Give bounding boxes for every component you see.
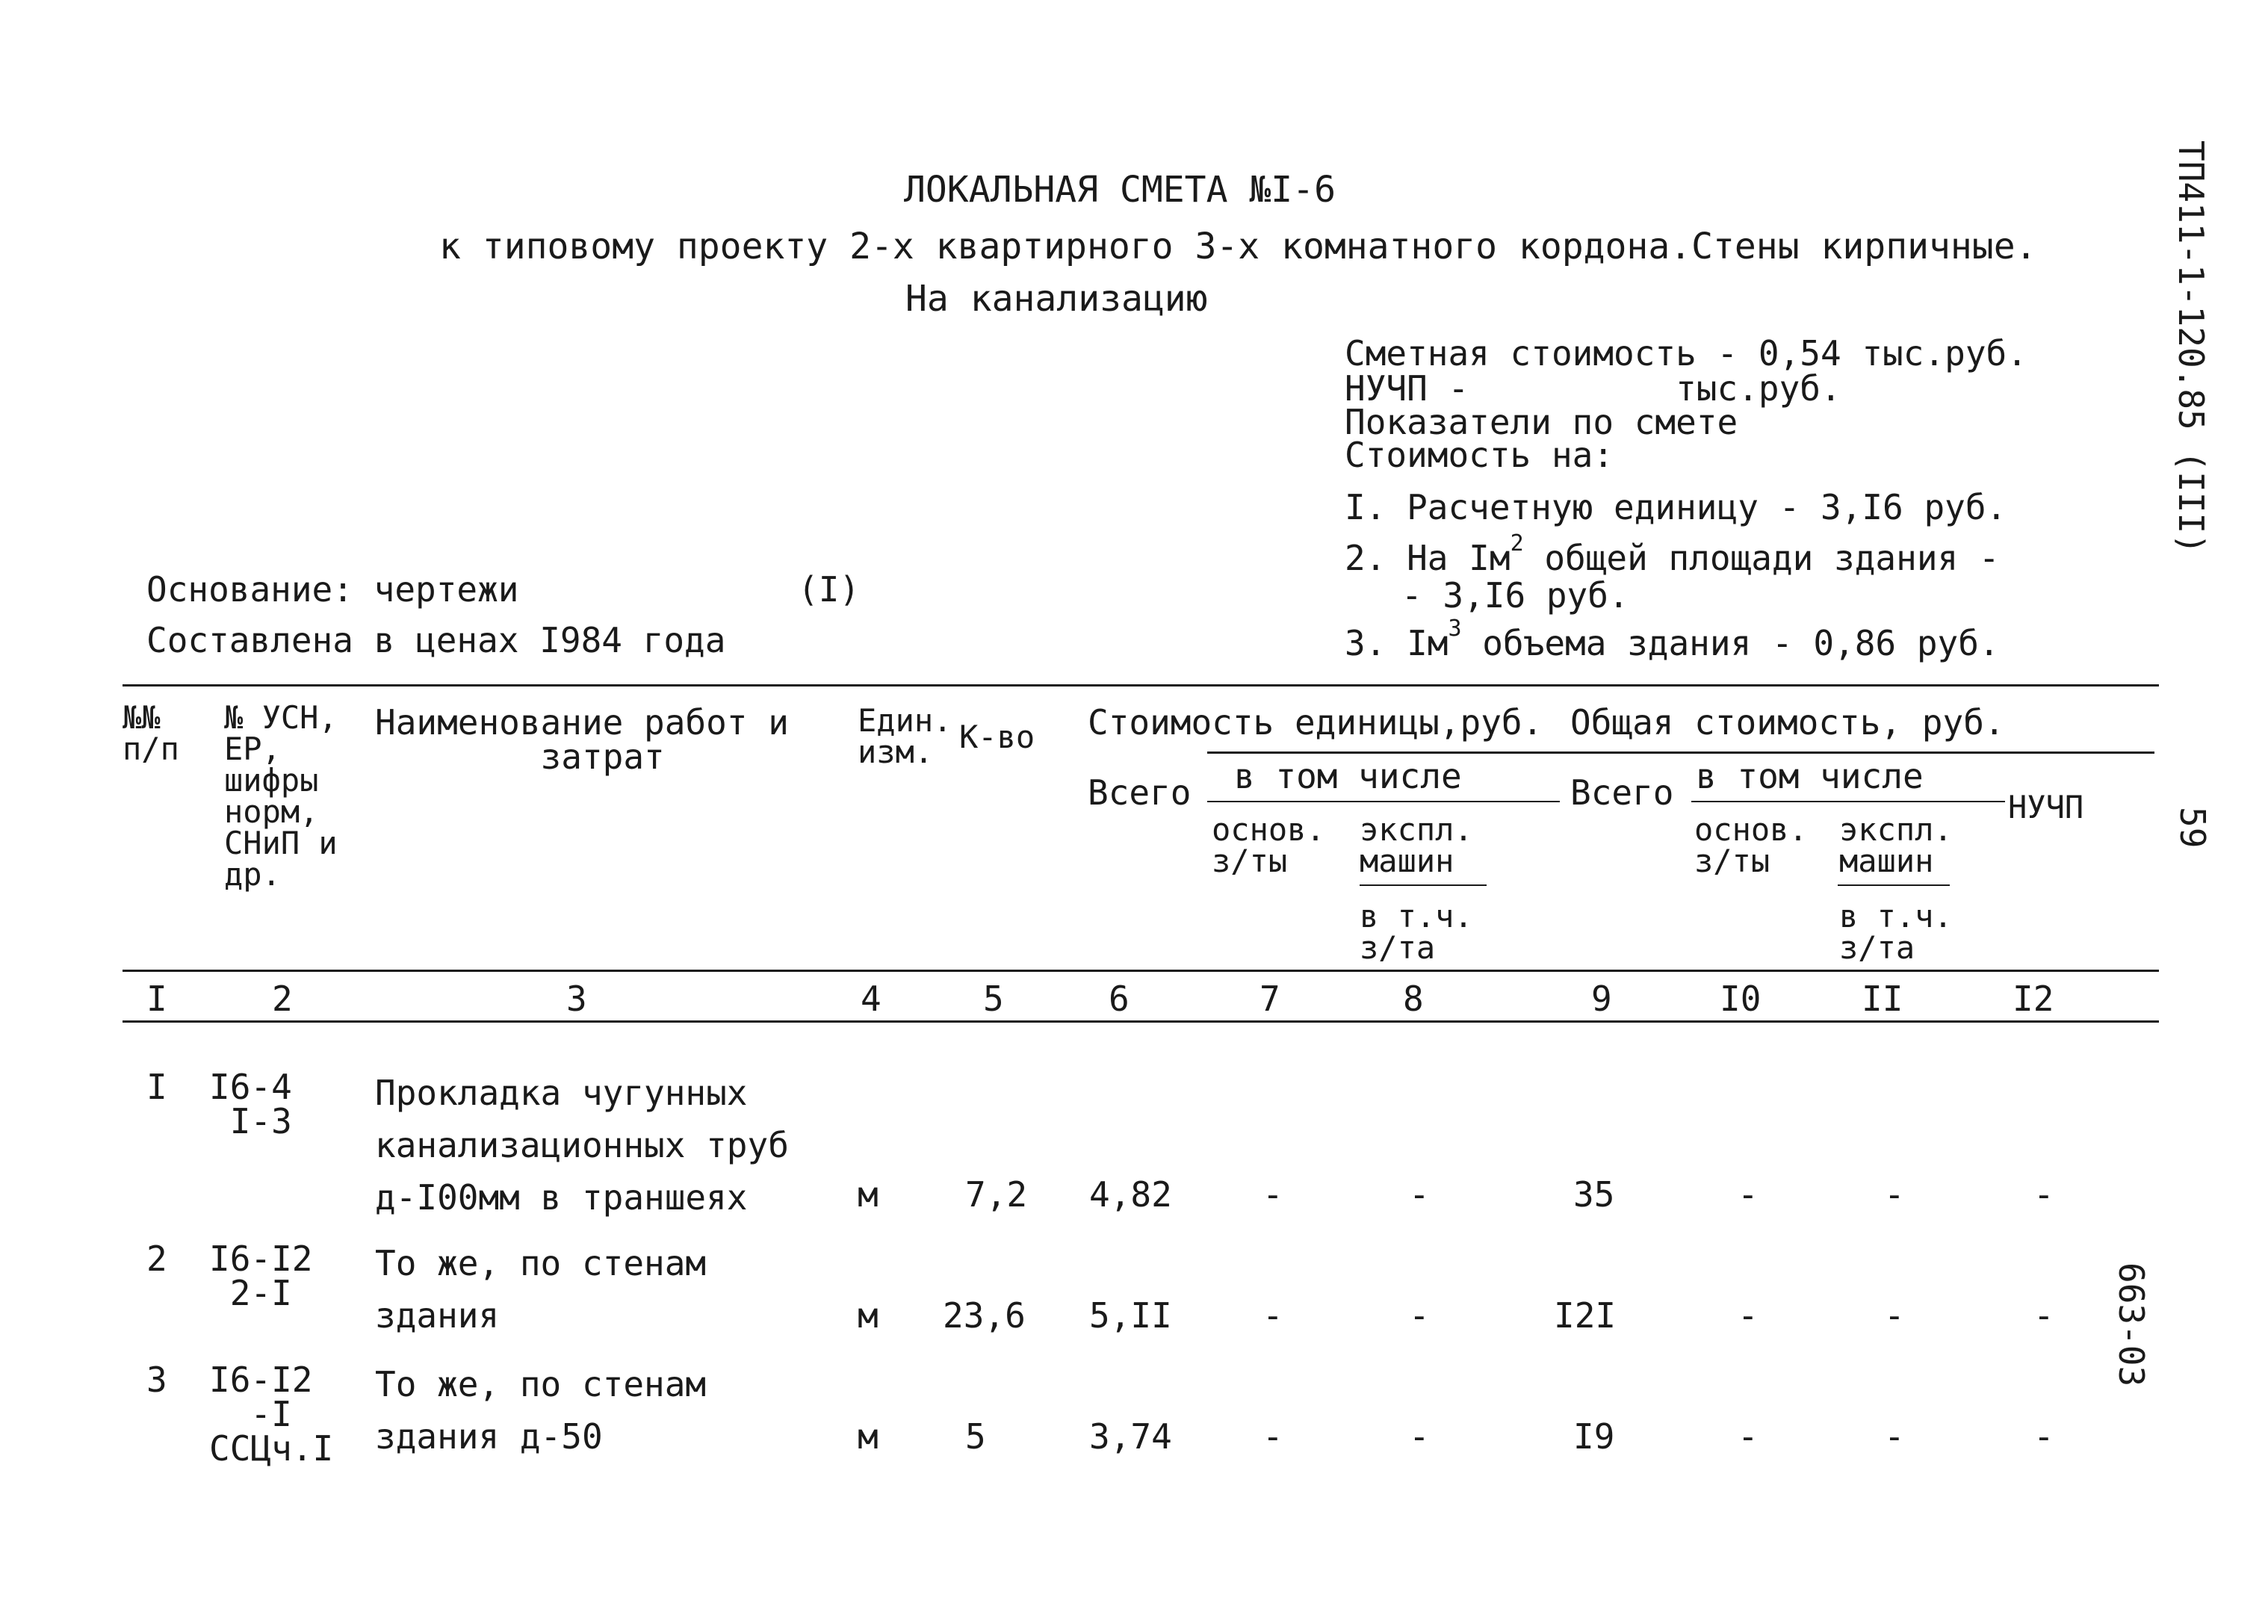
unit-cost-incl-rule [1207,801,1560,802]
document-subtitle: к типовому проекту 2-х квартирного 3-х комнатного кордона.Стены кирпичные. [439,226,2037,267]
row-nuchp: - [2033,1416,2054,1457]
row-total-base-wage: - [1738,1295,1759,1336]
column-number-rule [123,1020,2159,1023]
page-number: 59 [2172,807,2213,849]
column-number: I0 [1720,979,1762,1019]
row-total-machine: - [1884,1174,1905,1215]
row-total-cost: I2I [1554,1295,1617,1336]
header-unit: Един. изм. [858,702,952,770]
total-mach-rule [1838,884,1950,886]
row-number: 3 [146,1360,167,1400]
column-number: 2 [272,979,293,1019]
row-unit-machine: - [1409,1174,1430,1215]
header-quantity: К-во [959,719,1035,755]
indicator-item-1: I. Расчетную единицу - 3,I6 руб. [1345,487,2007,527]
indicator-item-2: 2. На $Iм^2$ общей площади здания - [1345,530,2000,578]
row-unit-base-wage: - [1262,1416,1283,1457]
header-nuchp: НУЧП [2008,789,2084,825]
row-number: I [146,1067,167,1107]
header-total-base-wage: основ. з/ты [1694,811,1808,879]
document-title: ЛОКАЛЬНАЯ СМЕТА №I-6 [904,169,1336,211]
column-number: 3 [566,979,587,1019]
row-unit-machine: - [1409,1416,1430,1457]
project-code: ТП411-1-120.85 (III) [2171,140,2211,554]
header-unit-cost: Стоимость единицы,руб. [1088,702,1543,743]
header-total-total: Всего [1570,772,1674,813]
header-total-cost: Общая стоимость, руб. [1570,702,2005,743]
indicator-item-3: 3. $Iм^3$ объема здания - 0,86 руб. [1345,616,2000,663]
row-total-cost: 35 [1573,1174,1615,1215]
indicators-label: Показатели по смете [1345,402,1738,442]
header-unit-machine: экспл. машин [1360,811,1473,879]
unit-mach-rule [1360,884,1487,886]
column-number: 6 [1109,979,1130,1019]
row-total-machine: - [1884,1416,1905,1457]
column-number: 4 [861,979,882,1019]
row-unit: м [858,1295,879,1336]
row-unit-cost: 5,II [1089,1295,1172,1336]
row-nuchp: - [2033,1174,2054,1215]
header-total-incl: в том числе [1696,756,1924,796]
row-total-machine: - [1884,1295,1905,1336]
row-code: I6-I2 -I ССЦч.I [209,1360,334,1469]
row-unit-cost: 3,74 [1089,1416,1172,1457]
total-cost-incl-rule [1691,801,2005,802]
nuchp-line: НУЧП - тыс.руб. [1345,368,1841,409]
row-unit-base-wage: - [1262,1174,1283,1215]
row-code: I6-I2 2-I [209,1239,313,1313]
header-code: № УСН, ЕР, шифры норм, СНиП и др. [224,699,338,893]
row-total-base-wage: - [1738,1174,1759,1215]
column-number: I2 [2013,979,2054,1019]
cost-on-label: Стоимость на: [1345,435,1614,475]
document-section: На канализацию [905,278,1208,320]
column-number: 7 [1260,979,1280,1019]
row-work-name: То же, по стенам здания [375,1243,707,1336]
row-quantity: 23,6 [943,1295,1026,1336]
estimated-cost: Сметная стоимость - 0,54 тыс.руб. [1345,333,2027,374]
doc-number: 663-03 [2111,1262,2151,1387]
row-quantity: 5 [965,1416,986,1457]
basis-label: Основание: чертежи [146,569,519,610]
row-total-cost: I9 [1573,1416,1615,1457]
table-top-rule [123,684,2159,687]
header-bottom-rule [123,970,2159,972]
header-total-incl-wage: в т.ч. з/та [1839,898,1953,966]
header-sub-rule [1207,751,2154,754]
column-number: I [146,979,167,1019]
header-total-machine: экспл. машин [1839,811,1953,879]
column-number: 8 [1403,979,1424,1019]
row-unit: м [858,1416,879,1457]
row-code: I6-4 I-3 [209,1067,292,1141]
row-unit-machine: - [1409,1295,1430,1336]
header-unit-incl-wage: в т.ч. з/та [1360,898,1473,966]
column-number: 5 [983,979,1004,1019]
row-unit-cost: 4,82 [1089,1174,1172,1215]
header-number: №№ п/п [123,699,179,767]
row-nuchp: - [2033,1295,2054,1336]
column-number: II [1862,979,1903,1019]
indicator-item-2-value: - 3,I6 руб. [1401,575,1629,616]
row-quantity: 7,2 [965,1174,1028,1215]
column-number: 9 [1591,979,1612,1019]
row-unit: м [858,1174,879,1215]
header-unit-base-wage: основ. з/ты [1212,811,1325,879]
row-total-base-wage: - [1738,1416,1759,1457]
prices-year: Составлена в ценах I984 года [146,620,726,660]
row-number: 2 [146,1239,167,1279]
header-unit-total: Всего [1088,772,1192,813]
row-work-name: Прокладка чугунных канализационных труб д-I00мм в траншеях [375,1073,789,1218]
row-work-name: То же, по стенам здания д-50 [375,1364,707,1457]
row-unit-base-wage: - [1262,1295,1283,1336]
header-work-name: Наименование работ и затрат [375,702,789,777]
header-unit-incl: в том числе [1234,756,1462,796]
basis-mark: (I) [798,569,861,610]
